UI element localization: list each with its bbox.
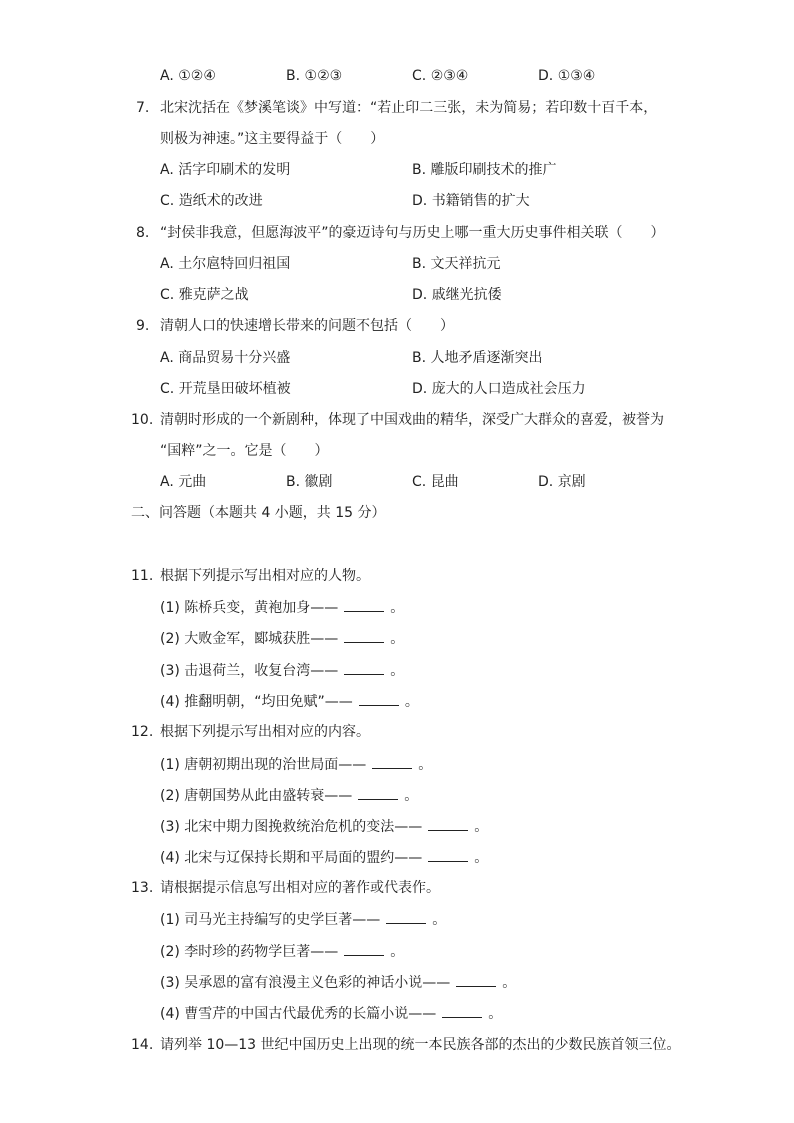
q8-option-b[interactable]: B. 文天祥抗元 bbox=[412, 256, 501, 272]
answer-blank[interactable] bbox=[359, 691, 399, 706]
q11-item-2: (2) 大败金军，郾城获胜—— 。 bbox=[160, 628, 404, 649]
question-number: 14. bbox=[131, 1037, 154, 1053]
q13-item-1: (1) 司马光主持编写的史学巨著—— 。 bbox=[160, 909, 446, 930]
question-stem: 根据下列提示写出相对应的人物。 bbox=[160, 568, 370, 584]
answer-blank[interactable] bbox=[442, 1003, 482, 1018]
q10-option-d[interactable]: D. 京剧 bbox=[538, 474, 586, 490]
q10-option-a[interactable]: A. 元曲 bbox=[160, 474, 207, 490]
q10-option-c[interactable]: C. 昆曲 bbox=[412, 474, 459, 490]
question-stem: 请列举 10—13 世纪中国历史上出现的统一本民族各部的杰出的少数民族首领三位。 bbox=[160, 1037, 681, 1053]
q9-option-c[interactable]: C. 开荒垦田破坏植被 bbox=[160, 381, 291, 397]
question-stem: 根据下列提示写出相对应的内容。 bbox=[160, 724, 370, 740]
q9-option-a[interactable]: A. 商品贸易十分兴盛 bbox=[160, 350, 291, 366]
q8-option-c[interactable]: C. 雅克萨之战 bbox=[160, 287, 249, 303]
q11-item-3: (3) 击退荷兰，收复台湾—— 。 bbox=[160, 660, 404, 681]
question-number: 12. bbox=[131, 724, 154, 740]
q11-item-4: (4) 推翻明朝，“均田免赋”—— 。 bbox=[160, 691, 419, 712]
q13-item-3: (3) 吴承恩的富有浪漫主义色彩的神话小说—— 。 bbox=[160, 972, 516, 993]
q7-option-a[interactable]: A. 活字印刷术的发明 bbox=[160, 162, 291, 178]
q7-option-d[interactable]: D. 书籍销售的扩大 bbox=[412, 193, 530, 209]
q13-item-4: (4) 曹雪芹的中国古代最优秀的长篇小说—— 。 bbox=[160, 1003, 502, 1024]
q7-option-b[interactable]: B. 雕版印刷技术的推广 bbox=[412, 162, 557, 178]
q12-item-2: (2) 唐朝国势从此由盛转衰—— 。 bbox=[160, 785, 418, 806]
question-stem: 清朝时形成的一个新剧种，体现了中国戏曲的精华，深受广大群众的喜爱，被誉为 bbox=[160, 412, 664, 428]
answer-blank[interactable] bbox=[344, 628, 384, 643]
q8-option-d[interactable]: D. 戚继光抗倭 bbox=[412, 287, 502, 303]
q10-option-b[interactable]: B. 徽剧 bbox=[286, 474, 333, 490]
question-stem: 清朝人口的快速增长带来的问题不包括（ ） bbox=[160, 318, 454, 334]
answer-blank[interactable] bbox=[344, 660, 384, 675]
question-number: 10. bbox=[131, 412, 154, 428]
question-stem-cont: “国粹”之一。它是（ ） bbox=[160, 443, 329, 459]
question-number: 11. bbox=[131, 568, 154, 584]
q6-option-c[interactable]: C. ②③④ bbox=[412, 68, 469, 84]
answer-blank[interactable] bbox=[456, 972, 496, 987]
question-stem-cont: 则极为神速。”这主要得益于（ ） bbox=[160, 131, 385, 147]
answer-blank[interactable] bbox=[344, 597, 384, 612]
q8-option-a[interactable]: A. 土尔扈特回归祖国 bbox=[160, 256, 291, 272]
q9-option-b[interactable]: B. 人地矛盾逐渐突出 bbox=[412, 350, 543, 366]
answer-blank[interactable] bbox=[372, 754, 412, 769]
q12-item-1: (1) 唐朝初期出现的治世局面—— 。 bbox=[160, 754, 432, 775]
q12-item-4: (4) 北宋与辽保持长期和平局面的盟约—— 。 bbox=[160, 847, 488, 868]
q6-option-d[interactable]: D. ①③④ bbox=[538, 68, 596, 84]
q13-item-2: (2) 李时珍的药物学巨著—— 。 bbox=[160, 941, 404, 962]
section-heading: 二、问答题（本题共 4 小题，共 15 分） bbox=[131, 505, 386, 521]
answer-blank[interactable] bbox=[428, 816, 468, 831]
q11-item-1: (1) 陈桥兵变，黄袍加身—— 。 bbox=[160, 597, 404, 618]
question-number: 8. bbox=[136, 225, 150, 241]
q6-option-b[interactable]: B. ①②③ bbox=[286, 68, 343, 84]
answer-blank[interactable] bbox=[358, 785, 398, 800]
question-number: 7. bbox=[136, 100, 150, 116]
answer-blank[interactable] bbox=[386, 909, 426, 924]
question-stem: “封侯非我意，但愿海波平”的豪迈诗句与历史上哪一重大历史事件相关联（ ） bbox=[160, 225, 665, 241]
question-number: 9. bbox=[136, 318, 150, 334]
question-stem: 请根据提示信息写出相对应的著作或代表作。 bbox=[160, 880, 440, 896]
q12-item-3: (3) 北宋中期力图挽救统治危机的变法—— 。 bbox=[160, 816, 488, 837]
q7-option-c[interactable]: C. 造纸术的改进 bbox=[160, 193, 263, 209]
q6-option-a[interactable]: A. ①②④ bbox=[160, 68, 216, 84]
question-number: 13. bbox=[131, 880, 154, 896]
question-stem: 北宋沈括在《梦溪笔谈》中写道：“若止印二三张，未为简易；若印数十百千本， bbox=[160, 100, 658, 116]
answer-blank[interactable] bbox=[344, 941, 384, 956]
answer-blank[interactable] bbox=[428, 847, 468, 862]
q9-option-d[interactable]: D. 庞大的人口造成社会压力 bbox=[412, 381, 586, 397]
